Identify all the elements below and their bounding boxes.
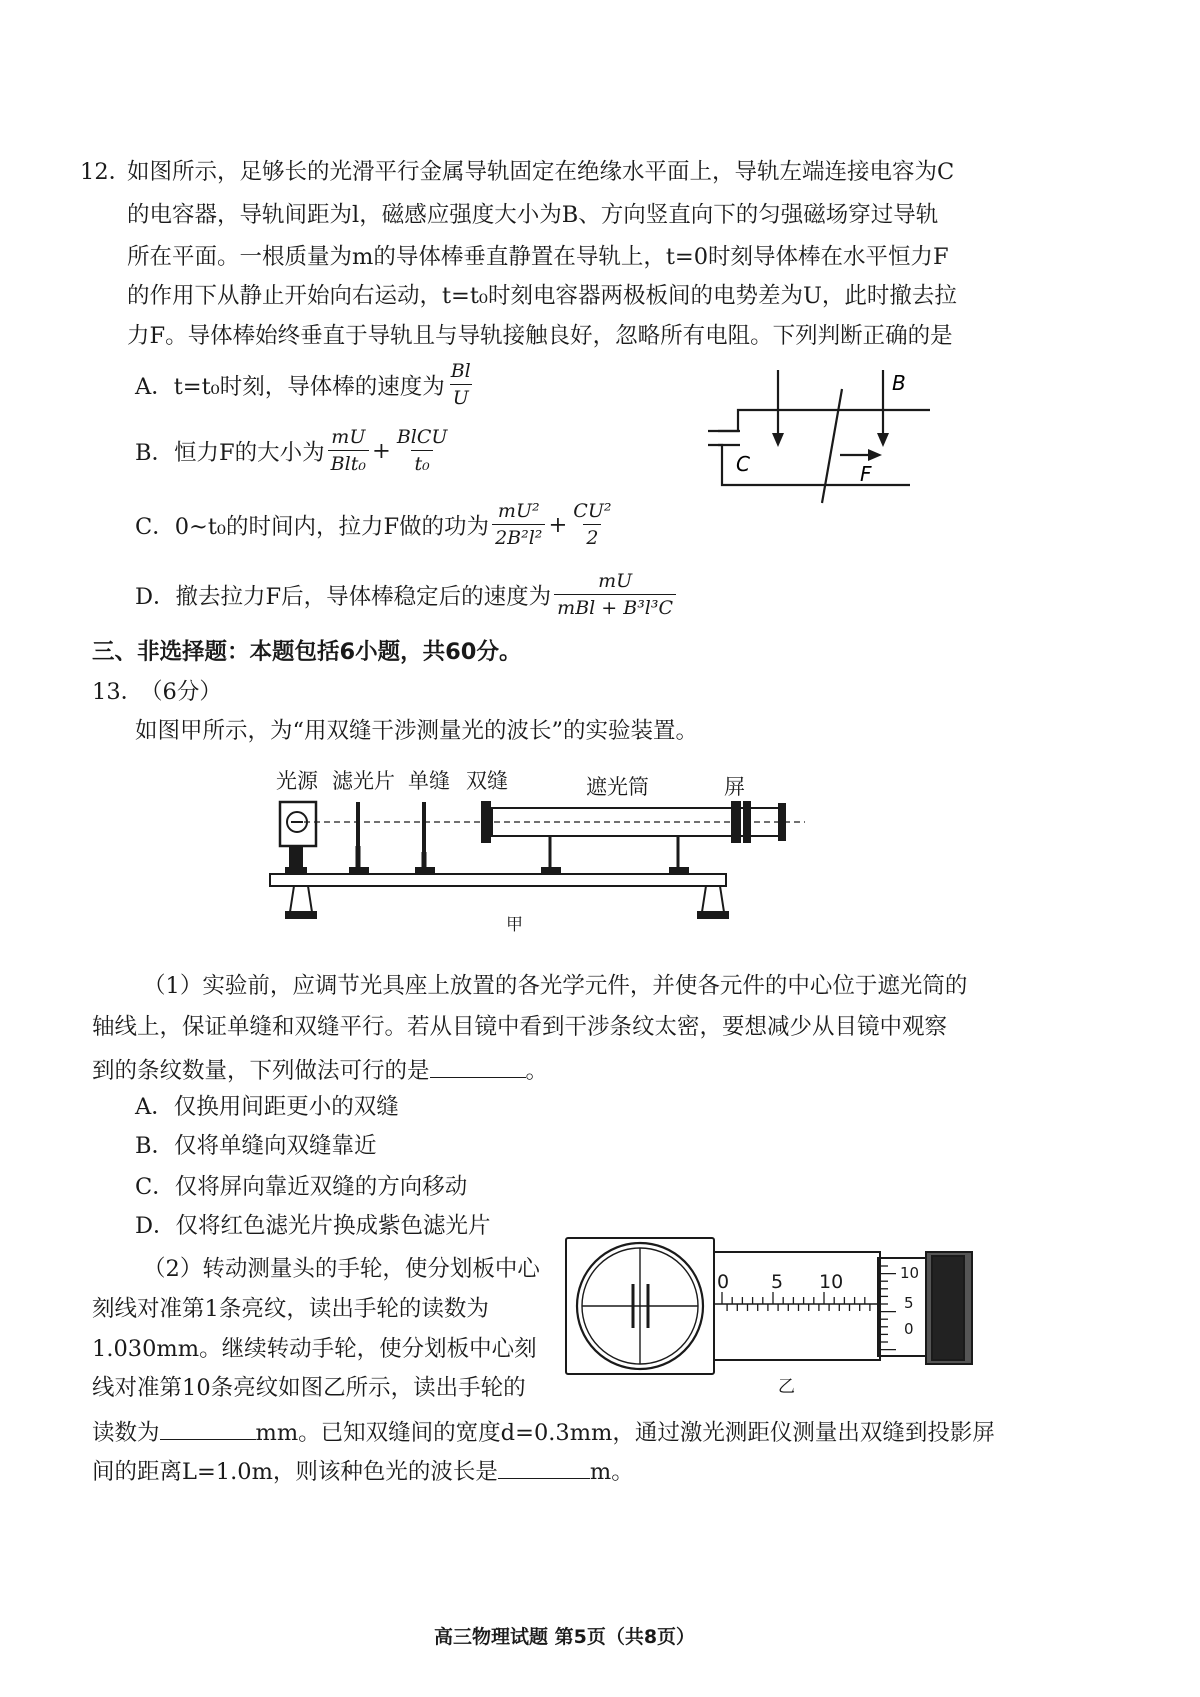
option-text: 恒力F的大小为 [174,439,325,466]
part1-end-mark: 。 [525,1058,549,1084]
label-light-source: 光源 [276,769,318,793]
answer-blank-2[interactable] [160,1417,256,1440]
section-3-heading: 三、非选择题：本题包括6小题，共60分。 [92,639,522,665]
label-double-slit: 双缝 [466,769,508,793]
bench-foot-right [702,886,724,912]
label-filter: 滤光片 [332,769,395,793]
q12-stem-line-5: 力F。导体棒始终垂直于导轨且与导轨接触良好，忽略所有电阻。下列判断正确的是 [127,323,953,349]
figure-caption-jia: 甲 [506,915,523,935]
plus-sign: + [371,437,391,464]
q12-number: 12． [80,159,132,185]
double-slit-element [482,802,490,842]
field-arrowhead-left [772,433,784,447]
optical-bench [270,874,726,886]
q13-part2-line-2: 刻线对准第1条亮纹，读出手轮的读数为 [92,1296,489,1322]
screen-ring [732,802,740,842]
q13-choice-d: D．仅将红色滤光片换成紫色滤光片 [135,1213,491,1239]
q13-score: （6分） [140,679,222,705]
rail-circuit-diagram [700,365,950,515]
main-scale-label-0: 0 [717,1271,730,1293]
option-label: B． [135,439,175,466]
main-scale-label-5: 5 [771,1271,784,1293]
eyepiece [779,804,785,840]
q12-option-a [135,360,477,409]
thimble-label-5: 5 [904,1294,914,1312]
label-screen: 屏 [724,775,745,799]
label-b: B [892,371,906,395]
thimble-label-0: 0 [904,1320,914,1338]
force-fraction-1: $\frac{mU}{\text{Blt₀}}$ [328,426,369,475]
page-footer: 高三物理试题 第5页（共8页） [434,1626,696,1648]
q12-option-b [135,426,453,475]
q13-choice-b: B．仅将单缝向双缝靠近 [135,1133,377,1159]
main-scale-ticks [722,1292,870,1311]
option-text: 撤去拉力F后，导体棒稳定后的速度为 [175,583,552,610]
q12-option-d [135,570,679,619]
q13-part1-line-2: 轴线上，保证单缝和双缝平行。若从目镜中看到干涉条纹太密，要想减少从目镜中观察 [92,1014,948,1040]
q13-choice-c: C．仅将屏向靠近双缝的方向移动 [135,1174,468,1200]
q13-number: 13． [92,679,144,705]
velocity-fraction: $\frac{Bl}{U}$ [450,360,471,409]
q13-part2-line-3: 1.030mm。继续转动手轮，使分划板中心刻 [92,1336,537,1362]
final-velocity-fraction: $\frac{mU}{\text{mBl + B³l³C}}$ [554,570,676,619]
q12-stem-line-2: 的电容器，导轨间距为l，磁感应强度大小为B、方向竖直向下的匀强磁场穿过导轨 [127,202,939,228]
thimble-label-10: 10 [900,1264,920,1282]
wavelength-prefix: 间的距离L=1.0m，则该种色光的波长是 [92,1459,498,1485]
label-c: C [736,452,750,476]
q13-part2-line-4: 线对准第10条亮纹如图乙所示，读出手轮的 [92,1375,526,1401]
force-arrowhead [868,449,882,461]
q13-part2-line-6 [92,1456,634,1484]
plus-sign: + [548,511,568,538]
reading-suffix: mm。已知双缝间的宽度d=0.3mm，通过激光测距仪测量出双缝到投影屏 [255,1420,995,1446]
q13-part2-line-5 [92,1417,995,1445]
answer-blank-1[interactable] [430,1055,526,1078]
label-single-slit: 单缝 [408,769,450,793]
label-f: F [860,462,872,486]
q13-part2-line-1: （2）转动测量头的手轮，使分划板中心 [143,1256,540,1282]
figure-caption-yi: 乙 [778,1377,795,1397]
option-text: t=t₀时刻，导体棒的速度为 [173,373,445,400]
double-slit-apparatus [260,762,820,942]
wavelength-suffix: m。 [589,1459,634,1485]
upper-rail [718,410,930,431]
q12-stem-line-1: 如图所示，足够长的光滑平行金属导轨固定在绝缘水平面上，导轨左端连接电容为C [127,159,955,185]
q13-choice-a: A．仅换用间距更小的双缝 [135,1094,399,1120]
work-fraction-2: $\frac{\text{CU²}}{2}$ [573,500,612,549]
q12-stem-line-4: 的作用下从静止开始向右运动，t=t₀时刻电容器两极板间的电势差为U，此时撤去拉 [127,283,957,309]
q12-stem-line-3: 所在平面。一根质量为m的导体棒垂直静置在导轨上，t=0时刻导体棒在水平恒力F [127,244,949,270]
field-arrowhead-right [877,433,889,447]
q13-intro: 如图甲所示，为“用双缝干涉测量光的波长”的实验装置。 [135,718,699,744]
q13-part1-line-1: （1）实验前，应调节光具座上放置的各光学元件，并使各元件的中心位于遮光筒的 [143,973,968,999]
force-fraction-2: $\frac{\text{BlCU}}{\text{t₀}}$ [396,426,448,475]
q12-option-c [135,500,617,549]
light-source-housing [280,802,316,846]
label-light-tube: 遮光筒 [586,775,649,799]
part1-question-text: 到的条纹数量，下列做法可行的是 [92,1058,430,1084]
reading-prefix: 读数为 [92,1420,160,1446]
q13-part1-line-3 [92,1055,548,1083]
work-fraction-1: $\frac{\text{mU²}}{\text{2B²l²}}$ [492,500,545,549]
option-label: D． [135,583,176,610]
answer-blank-3[interactable] [498,1456,590,1479]
micrometer-figure [560,1230,980,1400]
option-label: A． [135,373,174,400]
bench-foot-left [290,886,312,912]
micrometer-sleeve [714,1252,880,1360]
option-text: 0~t₀的时间内，拉力F做的功为 [174,513,490,540]
main-scale-label-10: 10 [819,1271,844,1293]
option-label: C． [135,513,175,540]
